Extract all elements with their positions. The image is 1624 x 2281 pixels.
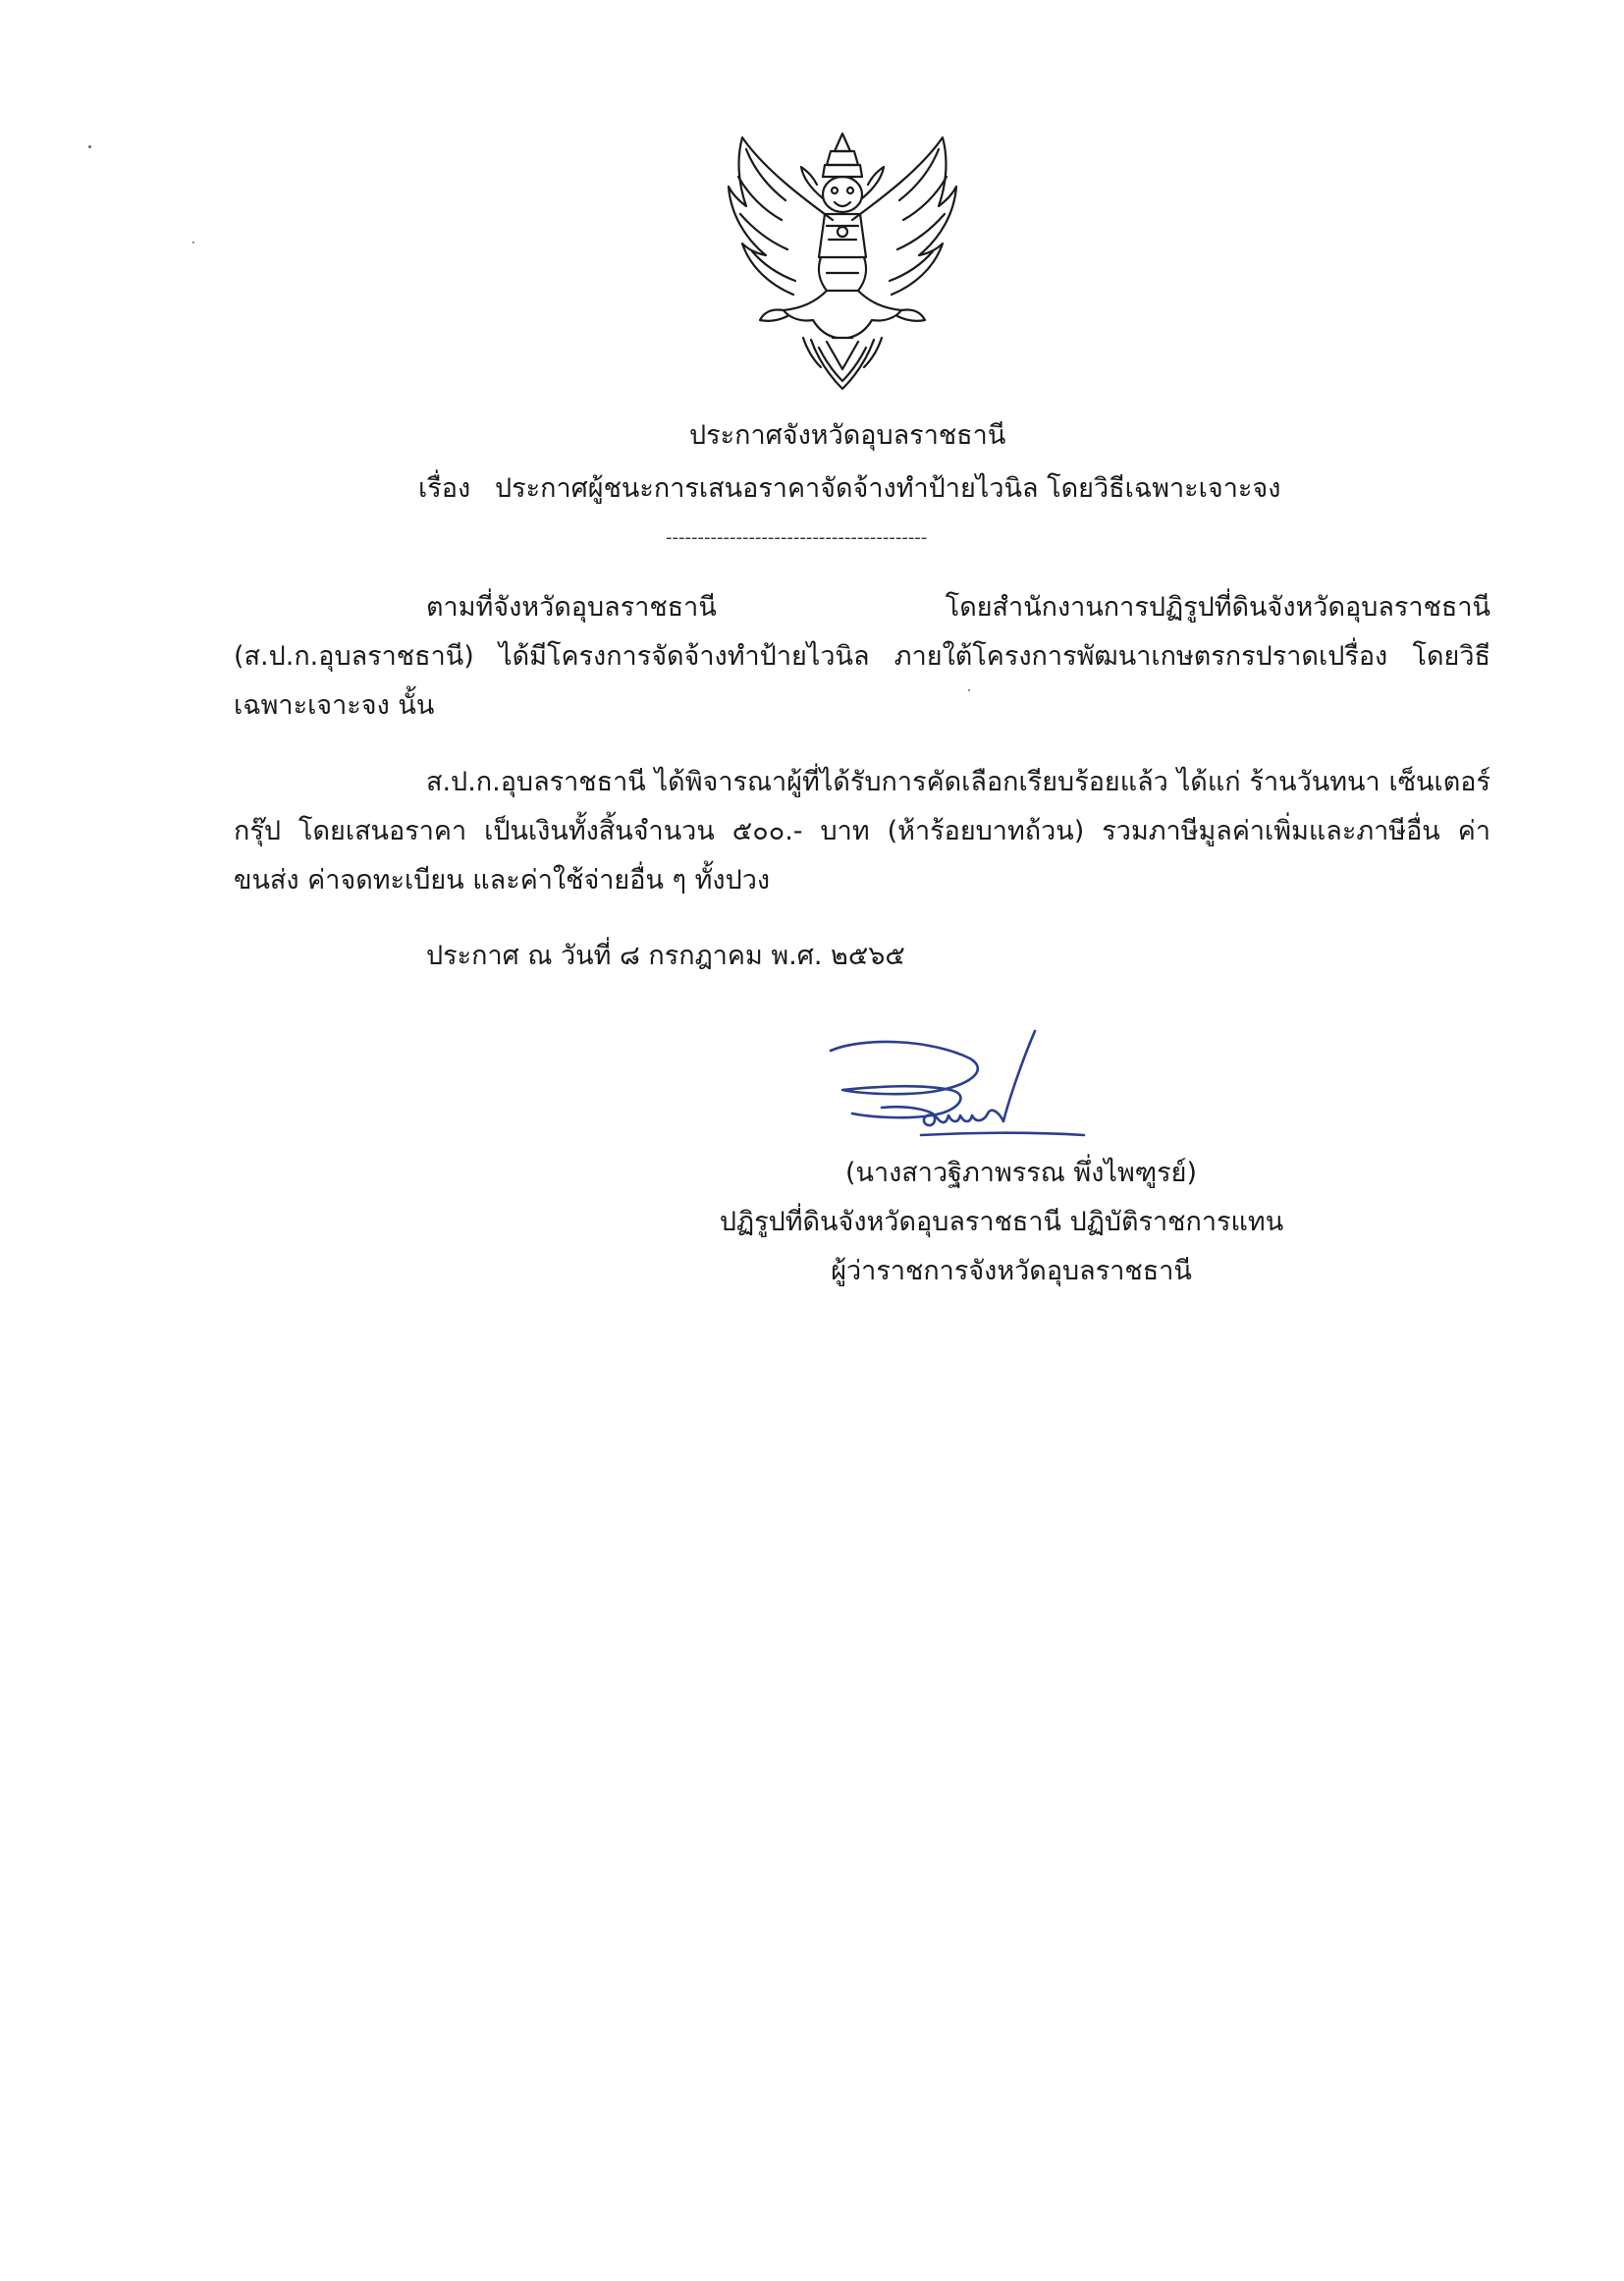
paragraph-1: ตามที่จังหวัดอุบลราชธานี โดยสำนักงานการปฏิรูปที่ดินจังหวัดอุบลราชธานี (ส.ป.ก.อุบลราชธานี) ได้มีโครงการจัดจ้างทำป้ายไวนิล ภายใต้โครงการพัฒนาเกษตรกรปราดเปรื่อง โดยวิธีเฉพาะเจาะจง นั้น xyxy=(234,592,1490,721)
signatory-block xyxy=(687,1149,1316,1296)
scan-speck xyxy=(88,145,91,148)
scan-speck xyxy=(192,242,194,244)
document-subject xyxy=(418,469,1280,509)
garuda-emblem-icon xyxy=(725,130,960,397)
signatory-name: (นางสาวฐิภาพรรณ พึ่งไพฑูรย์) xyxy=(844,1158,1198,1188)
paragraph-2: ส.ป.ก.อุบลราชธานี ได้พิจารณาผู้ที่ได้รับการคัดเลือกเรียบร้อยแล้ว ได้แก่ ร้านวันทนา เซ็นเตอร์กรุ๊ป โดยเสนอราคา เป็นเงินทั้งสิ้นจำนวน ๕๐๐.- บาท (ห้าร้อยบาทถ้วน) รวมภาษีมูลค่าเพิ่มและภาษีอื่น ค่าขนส่ง ค่าจดทะเบียน และค่าใช้จ่ายอื่น ๆ ทั้งปวง xyxy=(234,767,1490,896)
divider: ----------------------------------------- xyxy=(666,527,928,548)
subject-label: เรื่อง xyxy=(418,473,471,504)
handwritten-signature xyxy=(823,1029,1088,1149)
signatory-position-1: ปฏิรูปที่ดินจังหวัดอุบลราชธานี ปฏิบัติราชการแทน xyxy=(719,1207,1284,1237)
announcement-date: ประกาศ ณ วันที่ ๘ กรกฎาคม พ.ศ. ๒๕๖๕ xyxy=(426,941,905,971)
document-title: ประกาศจังหวัดอุบลราชธานี xyxy=(689,420,1006,451)
signatory-position-2: ผู้ว่าราชการจังหวัดอุบลราชธานี xyxy=(831,1256,1192,1286)
scan-speck xyxy=(968,689,970,691)
subject-text: ประกาศผู้ชนะการเสนอราคาจัดจ้างทำป้ายไวนิล โดยวิธีเฉพาะเจาะจง xyxy=(495,473,1281,504)
